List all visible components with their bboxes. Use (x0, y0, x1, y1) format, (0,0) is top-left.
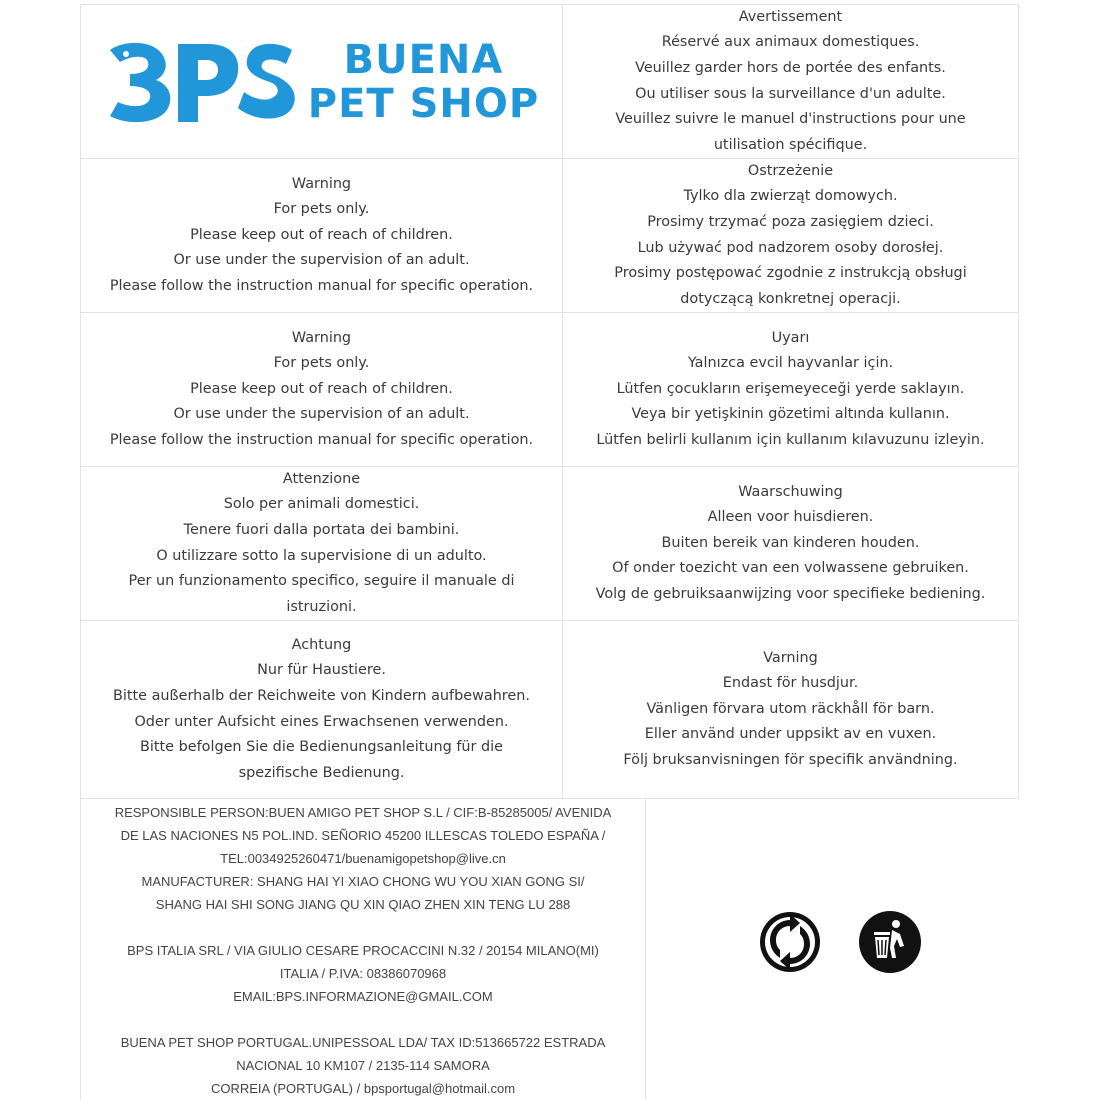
warning-table (80, 4, 1019, 799)
warning-line: Tylko dla zwierząt domowych. (683, 188, 898, 205)
warning-title: Warning (291, 329, 352, 346)
warning-line: Oder unter Aufsicht eines Erwachsenen verwenden. (134, 713, 509, 730)
info-line: BPS ITALIA SRL / VIA GIULIO CESARE PROCACCINI N.32 / 20154 MILANO(MI) (127, 943, 599, 958)
warning-line: Please keep out of reach of children. (190, 380, 453, 397)
brand-logo (104, 36, 539, 128)
info-line: NACIONAL 10 KM107 / 2135-114 SAMORA (236, 1058, 490, 1073)
warning-line: Lub używać pod nadzorem osoby dorosłej. (637, 239, 944, 256)
info-line: BUENA PET SHOP PORTUGAL.UNIPESSOAL LDA/ TAX ID:513665722 ESTRADA (120, 1035, 606, 1050)
warning-line: Please keep out of reach of children. (190, 226, 453, 243)
info-line: MANUFACTURER: SHANG HAI YI XIAO CHONG WU YOU XIAN GONG SI/ (141, 874, 585, 889)
warning-cell-en-2 (81, 313, 563, 467)
logo-cell (81, 5, 563, 159)
warning-line: Bitte außerhalb der Reichweite von Kindern aufbewahren. (113, 687, 530, 704)
warning-cell-pl (563, 159, 1019, 313)
info-line: RESPONSIBLE PERSON:BUEN AMIGO PET SHOP S.L / CIF:B-85285005/ AVENIDA (114, 805, 612, 820)
warning-line: Volg de gebruiksaanwijzing voor specifieke bediening. (595, 585, 986, 602)
warning-line: Prosimy postępować zgodnie z instrukcją obsługi (614, 265, 967, 282)
warning-line: Alleen voor huisdieren. (707, 509, 874, 526)
warning-line: istruzioni. (286, 598, 357, 615)
warning-line: For pets only. (273, 355, 370, 372)
warning-line: Eller använd under uppsikt av en vuxen. (644, 726, 937, 743)
warning-cell-nl (563, 467, 1019, 621)
warning-title: Attenzione (282, 470, 361, 487)
info-line: TEL:0034925260471/buenamigopetshop@live.cn (220, 851, 506, 866)
warning-title: Avertissement (738, 8, 843, 25)
warning-title: Varning (763, 649, 818, 666)
warning-line: Per un funzionamento specifico, seguire il manuale di (128, 573, 515, 590)
warning-line: Or use under the supervision of an adult. (173, 406, 470, 423)
warning-line: spezifische Bedienung. (238, 764, 405, 781)
warning-line: Tenere fuori dalla portata dei bambini. (183, 521, 460, 538)
warning-cell-sv (563, 621, 1019, 799)
warning-line: For pets only. (273, 201, 370, 218)
warning-line: Veya bir yetişkinin gözetimi altında kullanın. (631, 406, 950, 423)
warning-line: Ou utiliser sous la surveillance d'un adulte. (635, 85, 946, 102)
warning-title: Ostrzeżenie (747, 162, 834, 179)
warning-cell-tr (563, 313, 1019, 467)
warning-line: Veuillez garder hors de portée des enfants. (635, 59, 946, 76)
warning-line: Yalnızca evcil hayvanlar için. (687, 355, 894, 372)
info-line: EMAIL:BPS.INFORMAZIONE@GMAIL.COM (233, 989, 493, 1004)
warning-line: Solo per animali domestici. (223, 496, 420, 513)
warning-line: Vänligen förvara utom räckhåll för barn. (646, 700, 935, 717)
green-dot-recycle-icon (758, 910, 822, 974)
warning-cell-fr (563, 5, 1019, 159)
warning-line: Of onder toezicht van een volwassene gebruiken. (612, 560, 969, 577)
warning-title: Uyarı (771, 329, 810, 346)
warning-line: Endast för husdjur. (722, 675, 859, 692)
disposal-symbols (758, 910, 922, 974)
warning-line: dotyczącą konkretnej operacji. (680, 290, 901, 307)
warning-line: Buiten bereik van kinderen houden. (661, 534, 920, 551)
info-line: CORREIA (PORTUGAL) / bpsportugal@hotmail.com (210, 1081, 516, 1096)
warning-line: Réservé aux animaux domestiques. (661, 34, 920, 51)
bps-mark-icon (104, 36, 300, 128)
info-line: ITALIA / P.IVA: 08386070968 (279, 966, 447, 981)
warning-line: Veuillez suivre le manuel d'instructions pour une (615, 111, 966, 128)
warning-line: Lütfen belirli kullanım için kullanım kılavuzunu izleyin. (596, 431, 985, 448)
warning-line: Bitte befolgen Sie die Bedienungsanleitung für die (140, 739, 503, 756)
warning-title: Warning (291, 175, 352, 192)
warning-cell-de (81, 621, 563, 799)
warning-cell-en-1 (81, 159, 563, 313)
warning-line: Lütfen çocukların erişemeyeceği yerde saklayın. (616, 380, 965, 397)
info-line: DE LAS NACIONES N5 POL.IND. SEÑORIO 45200 ILLESCAS TOLEDO ESPAÑA / (120, 828, 606, 843)
waste-bin-icon (858, 910, 922, 974)
warning-cell-it (81, 467, 563, 621)
info-line: SHANG HAI SHI SONG JIANG QU XIN QIAO ZHEN XIN TENG LU 288 (155, 897, 571, 912)
warning-line: Följ bruksanvisningen för specifik användning. (623, 751, 958, 768)
warning-line: Nur für Haustiere. (257, 662, 386, 679)
warning-line: Or use under the supervision of an adult. (173, 252, 470, 269)
warning-title: Achtung (291, 636, 352, 653)
warning-line: utilisation spécifique. (713, 136, 868, 153)
warning-line: Please follow the instruction manual for specific operation. (109, 431, 534, 448)
warning-line: O utilizzare sotto la supervisione di un adulto. (156, 547, 487, 564)
warning-title: Waarschuwing (738, 483, 843, 500)
warning-line: Please follow the instruction manual for specific operation. (109, 277, 534, 294)
warning-line: Prosimy trzymać poza zasięgiem dzieci. (647, 213, 934, 230)
logo-line-2: PET SHOP (307, 80, 540, 127)
logo-line-1: BUENA (343, 36, 504, 83)
company-info (80, 798, 646, 1100)
